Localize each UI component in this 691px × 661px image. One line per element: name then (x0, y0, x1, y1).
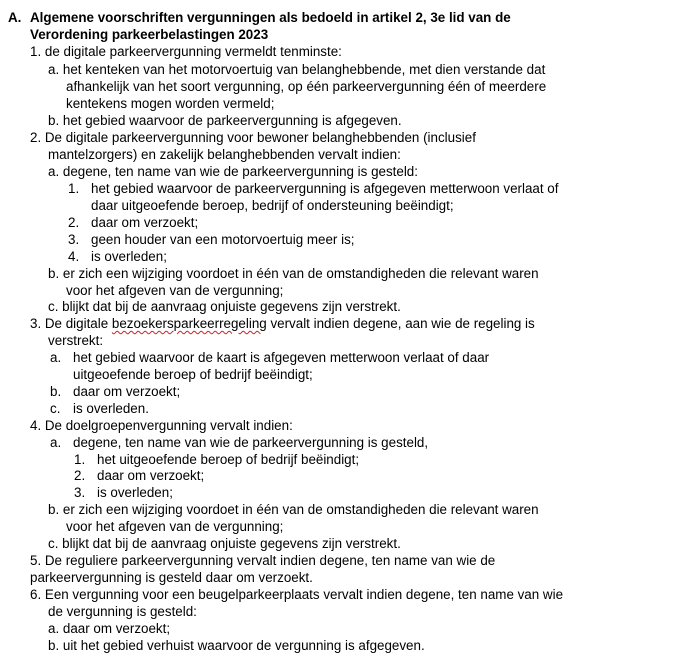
section-2-item-a4-marker: 4. (68, 249, 80, 264)
section-2-item-a4-text: is overleden; (91, 249, 167, 264)
section-4-item-a2-marker: 2. (74, 468, 86, 483)
section-5-line-2: parkeervergunning is gesteld daar om verzoekt. (30, 570, 313, 585)
section-2-item-b-line-2: voor het afgeven van de vergunning; (66, 283, 284, 298)
section-6-item-a: a. daar om verzoekt; (48, 621, 171, 636)
heading-title-line-1: Algemene voorschriften vergunningen als bedoeld in artikel 2, 3e lid van de (30, 10, 511, 25)
section-2-intro-line-1: 2. De digitale parkeervergunning voor bewoner belanghebbenden (inclusief (30, 130, 476, 145)
section-4-item-b-line-2: voor het afgeven van de vergunning; (66, 519, 284, 534)
section-4-item-a3-marker: 3. (74, 485, 86, 500)
section-1-item-a-line-1: a. het kenteken van het motorvoertuig van belanghebbende, met dien verstande dat (48, 62, 546, 77)
section-4-item-a2-text: daar om verzoekt; (97, 468, 205, 483)
section-4-item-a-marker: a. (50, 435, 62, 450)
heading-title-line-2: Verordening parkeerbelastingen 2023 (30, 27, 269, 42)
section-4-item-a3-text: is overleden; (97, 485, 173, 500)
section-3-intro-post: vervalt indien degene, aan wie de regeling is (266, 316, 535, 331)
section-2-item-a3-text: geen houder van een motorvoertuig meer is; (91, 232, 355, 247)
section-3-item-c-marker: c. (50, 401, 61, 416)
section-3-item-a-marker: a. (50, 350, 62, 365)
section-6-intro-line-1: 6. Een vergunning voor een beugelparkeerplaats vervalt indien degene, ten name van wie (30, 587, 564, 602)
section-1-item-a-line-2: afhankelijk van het soort vergunning, op één parkeervergunning één of meerdere (66, 79, 547, 94)
section-3-item-a-line-2: uitgeoefende beroep of bedrijf beëindigt; (73, 367, 313, 382)
section-2-item-a1-marker: 1. (68, 181, 80, 196)
section-2-item-a2-text: daar om verzoekt; (91, 215, 199, 230)
section-3-intro-line-1 (30, 315, 535, 332)
section-2-item-a3-marker: 3. (68, 232, 80, 247)
section-2-item-a1-line-1: het gebied waarvoor de parkeervergunning is afgegeven metterwoon verlaat of (91, 181, 559, 196)
section-3-intro-pre: 3. De digitale (30, 316, 112, 331)
spellcheck-word: bezoekersparkeerregeling (111, 316, 267, 331)
section-5-line-1: 5. De reguliere parkeervergunning vervalt indien degene, ten name van wie de (30, 553, 496, 568)
section-2-intro-line-2: mantelzorgers) en zakelijk belanghebbenden vervalt indien: (48, 147, 401, 162)
section-2-item-a1-line-2: daar uitgeoefende beroep, bedrijf of ondersteuning beëindigt; (91, 198, 454, 213)
section-1-intro: 1. de digitale parkeervergunning vermeldt tenminste: (30, 44, 342, 59)
section-4-item-a1-marker: 1. (74, 452, 86, 467)
section-3-item-a-line-1: het gebied waarvoor de kaart is afgegeven metterwoon verlaat of daar (73, 350, 490, 365)
section-1-item-a-line-3: kentekens mogen worden vermeld; (66, 96, 275, 111)
section-2-item-a: a. degene, ten name van wie de parkeervergunning is gesteld: (48, 164, 418, 179)
section-3-item-b-text: daar om verzoekt; (73, 384, 181, 399)
section-4-item-a1-text: het uitgeoefende beroep of bedrijf beëindigt; (97, 452, 360, 467)
section-2-item-b-line-1: b. er zich een wijziging voordoet in één van de omstandigheden die relevant waren (48, 266, 539, 281)
section-3-item-b-marker: b. (50, 384, 62, 399)
section-4-intro: 4. De doelgroepenvergunning vervalt indien: (30, 418, 293, 433)
section-2-item-a2-marker: 2. (68, 215, 80, 230)
section-4-item-b-line-1: b. er zich een wijziging voordoet in één van de omstandigheden die relevant waren (48, 502, 539, 517)
section-6-intro-line-2: de vergunning is gesteld: (48, 604, 197, 619)
section-4-item-a-text: degene, ten name van wie de parkeervergunning is gesteld, (73, 435, 429, 450)
section-3-item-c-text: is overleden. (73, 401, 149, 416)
section-4-item-c: c. blijkt dat bij de aanvraag onjuiste gegevens zijn verstrekt. (48, 536, 401, 551)
section-1-item-b: b. het gebied waarvoor de parkeervergunning is afgegeven. (48, 113, 402, 128)
section-2-item-c: c. blijkt dat bij de aanvraag onjuiste gegevens zijn verstrekt. (48, 299, 401, 314)
section-3-intro-line-2: verstrekt: (48, 333, 104, 348)
section-6-item-b: b. uit het gebied verhuist waarvoor de vergunning is afgegeven. (48, 638, 425, 653)
heading-marker: A. (8, 10, 22, 25)
